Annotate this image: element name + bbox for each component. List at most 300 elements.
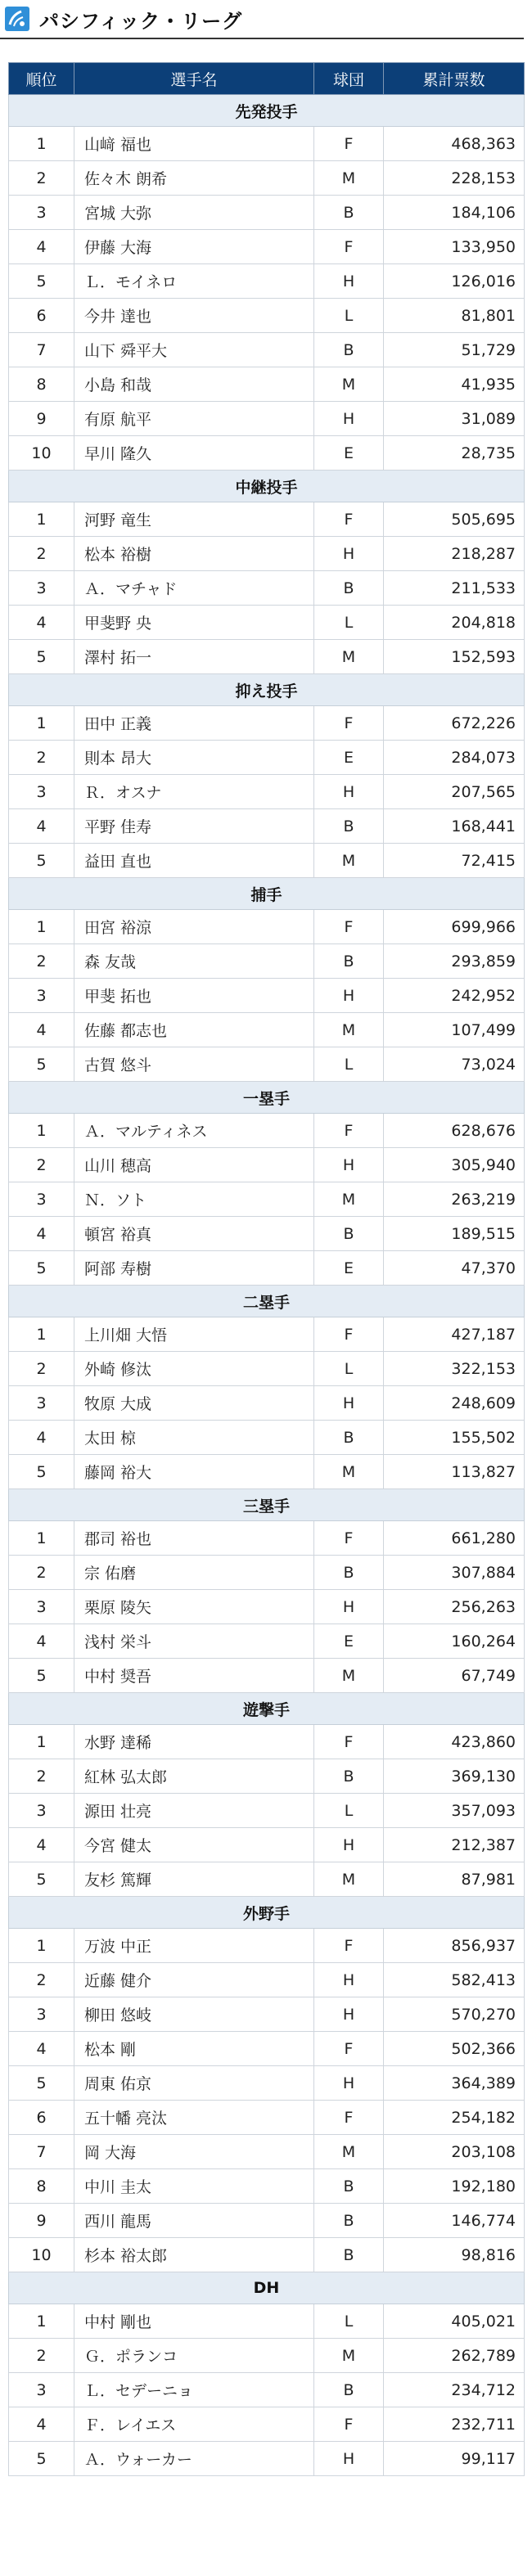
rank-cell: 2 bbox=[9, 944, 74, 979]
player-name-cell: 河野 竜生 bbox=[74, 502, 314, 537]
table-row bbox=[9, 367, 525, 402]
player-name-cell: 甲斐 拓也 bbox=[74, 979, 314, 1013]
rank-cell: 8 bbox=[9, 2169, 74, 2204]
votes-cell: 203,108 bbox=[384, 2135, 525, 2169]
section-row bbox=[9, 1489, 525, 1521]
player-name-cell: 小島 和哉 bbox=[74, 367, 314, 402]
rank-cell: 6 bbox=[9, 2101, 74, 2135]
votes-cell: 81,801 bbox=[384, 299, 525, 333]
table-row bbox=[9, 196, 525, 230]
team-cell: B bbox=[314, 1421, 384, 1455]
player-name-cell: 紅林 弘太郎 bbox=[74, 1759, 314, 1794]
votes-cell: 212,387 bbox=[384, 1828, 525, 1862]
rank-cell: 3 bbox=[9, 1386, 74, 1421]
table-row bbox=[9, 299, 525, 333]
team-cell: M bbox=[314, 1862, 384, 1897]
section-title: 捕手 bbox=[9, 878, 525, 910]
rank-cell: 4 bbox=[9, 2407, 74, 2442]
rank-cell: 1 bbox=[9, 1521, 74, 1556]
table-row bbox=[9, 1421, 525, 1455]
rank-cell: 5 bbox=[9, 1862, 74, 1897]
player-name-cell: Ａ．マチャド bbox=[74, 571, 314, 606]
player-name-cell: 平野 佳寿 bbox=[74, 809, 314, 844]
player-name-cell: 浅村 栄斗 bbox=[74, 1624, 314, 1659]
table-row bbox=[9, 127, 525, 161]
table-row bbox=[9, 502, 525, 537]
team-cell: B bbox=[314, 333, 384, 367]
votes-cell: 254,182 bbox=[384, 2101, 525, 2135]
team-cell: L bbox=[314, 299, 384, 333]
player-name-cell: 澤村 拓一 bbox=[74, 640, 314, 674]
rank-cell: 9 bbox=[9, 2204, 74, 2238]
table-row bbox=[9, 910, 525, 944]
player-name-cell: 近藤 健介 bbox=[74, 1963, 314, 1997]
team-cell: M bbox=[314, 2135, 384, 2169]
votes-cell: 28,735 bbox=[384, 436, 525, 471]
team-cell: B bbox=[314, 571, 384, 606]
team-cell: B bbox=[314, 809, 384, 844]
votes-cell: 582,413 bbox=[384, 1963, 525, 1997]
votes-cell: 51,729 bbox=[384, 333, 525, 367]
team-cell: H bbox=[314, 775, 384, 809]
votes-cell: 234,712 bbox=[384, 2373, 525, 2407]
player-name-cell: 郡司 裕也 bbox=[74, 1521, 314, 1556]
player-name-cell: 藤岡 裕大 bbox=[74, 1455, 314, 1489]
rank-cell: 10 bbox=[9, 2238, 74, 2272]
team-cell: H bbox=[314, 1148, 384, 1182]
team-cell: H bbox=[314, 402, 384, 436]
table-row bbox=[9, 1828, 525, 1862]
votes-cell: 41,935 bbox=[384, 367, 525, 402]
votes-cell: 99,117 bbox=[384, 2442, 525, 2476]
section-row bbox=[9, 471, 525, 502]
section-title: 抑え投手 bbox=[9, 674, 525, 706]
rank-cell: 1 bbox=[9, 1114, 74, 1148]
player-name-cell: 古賀 悠斗 bbox=[74, 1047, 314, 1082]
table-row bbox=[9, 1725, 525, 1759]
player-name-cell: 中川 圭太 bbox=[74, 2169, 314, 2204]
player-name-cell: Ｎ．ソト bbox=[74, 1182, 314, 1217]
votes-cell: 322,153 bbox=[384, 1352, 525, 1386]
rank-cell: 4 bbox=[9, 809, 74, 844]
player-name-cell: 宗 佑磨 bbox=[74, 1556, 314, 1590]
table-row bbox=[9, 1182, 525, 1217]
table-row bbox=[9, 1624, 525, 1659]
table-row bbox=[9, 2442, 525, 2476]
player-name-cell: 牧原 大成 bbox=[74, 1386, 314, 1421]
team-cell: H bbox=[314, 1828, 384, 1862]
team-cell: M bbox=[314, 844, 384, 878]
votes-cell: 133,950 bbox=[384, 230, 525, 264]
rank-cell: 2 bbox=[9, 1352, 74, 1386]
player-name-cell: Ａ．ウォーカー bbox=[74, 2442, 314, 2476]
team-cell: M bbox=[314, 1013, 384, 1047]
rank-cell: 10 bbox=[9, 436, 74, 471]
player-name-cell: 柳田 悠岐 bbox=[74, 1997, 314, 2032]
column-header-team: 球団 bbox=[314, 63, 384, 95]
rank-cell: 5 bbox=[9, 1455, 74, 1489]
table-row bbox=[9, 1317, 525, 1352]
rank-cell: 2 bbox=[9, 2339, 74, 2373]
team-cell: B bbox=[314, 1759, 384, 1794]
player-name-cell: 阿部 寿樹 bbox=[74, 1251, 314, 1286]
rank-cell: 7 bbox=[9, 2135, 74, 2169]
player-name-cell: 今井 達也 bbox=[74, 299, 314, 333]
team-cell: F bbox=[314, 1317, 384, 1352]
table-row bbox=[9, 2032, 525, 2066]
player-name-cell: 栗原 陵矢 bbox=[74, 1590, 314, 1624]
votes-cell: 228,153 bbox=[384, 161, 525, 196]
votes-cell: 307,884 bbox=[384, 1556, 525, 1590]
player-name-cell: 有原 航平 bbox=[74, 402, 314, 436]
team-cell: F bbox=[314, 1114, 384, 1148]
player-name-cell: 中村 奨吾 bbox=[74, 1659, 314, 1693]
team-cell: F bbox=[314, 1929, 384, 1963]
rank-cell: 2 bbox=[9, 741, 74, 775]
baseball-logo-icon bbox=[5, 7, 29, 31]
votes-cell: 305,940 bbox=[384, 1148, 525, 1182]
rank-cell: 5 bbox=[9, 264, 74, 299]
votes-cell: 248,609 bbox=[384, 1386, 525, 1421]
table-row bbox=[9, 1047, 525, 1082]
votes-cell: 256,263 bbox=[384, 1590, 525, 1624]
rank-cell: 1 bbox=[9, 1725, 74, 1759]
table-row bbox=[9, 1556, 525, 1590]
table-row bbox=[9, 1759, 525, 1794]
team-cell: B bbox=[314, 2238, 384, 2272]
team-cell: F bbox=[314, 230, 384, 264]
player-name-cell: 上川畑 大悟 bbox=[74, 1317, 314, 1352]
player-name-cell: 頓宮 裕真 bbox=[74, 1217, 314, 1251]
table-row bbox=[9, 1251, 525, 1286]
rank-cell: 3 bbox=[9, 775, 74, 809]
rank-cell: 4 bbox=[9, 606, 74, 640]
section-row bbox=[9, 2272, 525, 2304]
table-row bbox=[9, 2169, 525, 2204]
player-name-cell: Ｇ．ポランコ bbox=[74, 2339, 314, 2373]
votes-cell: 427,187 bbox=[384, 1317, 525, 1352]
player-name-cell: 岡 大海 bbox=[74, 2135, 314, 2169]
table-row bbox=[9, 1013, 525, 1047]
table-row bbox=[9, 1352, 525, 1386]
player-name-cell: 佐藤 都志也 bbox=[74, 1013, 314, 1047]
rank-cell: 3 bbox=[9, 1997, 74, 2032]
team-cell: M bbox=[314, 367, 384, 402]
section-row bbox=[9, 1286, 525, 1317]
table-row bbox=[9, 402, 525, 436]
table-row bbox=[9, 2066, 525, 2101]
table-row bbox=[9, 264, 525, 299]
table-row bbox=[9, 230, 525, 264]
team-cell: L bbox=[314, 606, 384, 640]
votes-cell: 152,593 bbox=[384, 640, 525, 674]
player-name-cell: 源田 壮亮 bbox=[74, 1794, 314, 1828]
table-row bbox=[9, 741, 525, 775]
rank-cell: 4 bbox=[9, 1421, 74, 1455]
rank-cell: 4 bbox=[9, 1217, 74, 1251]
team-cell: B bbox=[314, 2204, 384, 2238]
section-title: 遊撃手 bbox=[9, 1693, 525, 1725]
team-cell: B bbox=[314, 196, 384, 230]
votes-cell: 87,981 bbox=[384, 1862, 525, 1897]
player-name-cell: 杉本 裕太郎 bbox=[74, 2238, 314, 2272]
rank-cell: 4 bbox=[9, 2032, 74, 2066]
vote-table bbox=[8, 62, 525, 2476]
votes-cell: 856,937 bbox=[384, 1929, 525, 1963]
rank-cell: 1 bbox=[9, 2304, 74, 2339]
rank-cell: 2 bbox=[9, 537, 74, 571]
player-name-cell: 佐々木 朗希 bbox=[74, 161, 314, 196]
table-row bbox=[9, 775, 525, 809]
table-row bbox=[9, 1862, 525, 1897]
table-row bbox=[9, 1794, 525, 1828]
rank-cell: 3 bbox=[9, 1794, 74, 1828]
rank-cell: 3 bbox=[9, 979, 74, 1013]
player-name-cell: 西川 龍馬 bbox=[74, 2204, 314, 2238]
player-name-cell: Ｌ．セデーニョ bbox=[74, 2373, 314, 2407]
player-name-cell: 五十幡 亮汰 bbox=[74, 2101, 314, 2135]
team-cell: M bbox=[314, 1182, 384, 1217]
votes-cell: 126,016 bbox=[384, 264, 525, 299]
section-row bbox=[9, 95, 525, 127]
rank-cell: 5 bbox=[9, 1251, 74, 1286]
table-row bbox=[9, 944, 525, 979]
vote-table-container bbox=[8, 62, 524, 2476]
votes-cell: 570,270 bbox=[384, 1997, 525, 2032]
player-name-cell: 水野 達稀 bbox=[74, 1725, 314, 1759]
votes-cell: 364,389 bbox=[384, 2066, 525, 2101]
rank-cell: 4 bbox=[9, 1624, 74, 1659]
table-row bbox=[9, 537, 525, 571]
team-cell: F bbox=[314, 127, 384, 161]
votes-cell: 160,264 bbox=[384, 1624, 525, 1659]
rank-cell: 2 bbox=[9, 1963, 74, 1997]
votes-cell: 67,749 bbox=[384, 1659, 525, 1693]
rank-cell: 3 bbox=[9, 196, 74, 230]
page-title: パシフィック・リーグ bbox=[39, 9, 243, 33]
team-cell: L bbox=[314, 2304, 384, 2339]
rank-cell: 3 bbox=[9, 2373, 74, 2407]
rank-cell: 1 bbox=[9, 706, 74, 741]
votes-cell: 468,363 bbox=[384, 127, 525, 161]
player-name-cell: 松本 剛 bbox=[74, 2032, 314, 2066]
table-row bbox=[9, 571, 525, 606]
team-cell: F bbox=[314, 2101, 384, 2135]
votes-cell: 405,021 bbox=[384, 2304, 525, 2339]
player-name-cell: 中村 剛也 bbox=[74, 2304, 314, 2339]
player-name-cell: 宮城 大弥 bbox=[74, 196, 314, 230]
page-header bbox=[0, 0, 524, 39]
team-cell: L bbox=[314, 1352, 384, 1386]
votes-cell: 369,130 bbox=[384, 1759, 525, 1794]
votes-cell: 47,370 bbox=[384, 1251, 525, 1286]
rank-cell: 4 bbox=[9, 1013, 74, 1047]
team-cell: L bbox=[314, 1794, 384, 1828]
table-row bbox=[9, 640, 525, 674]
votes-cell: 98,816 bbox=[384, 2238, 525, 2272]
section-title: 先発投手 bbox=[9, 95, 525, 127]
table-row bbox=[9, 1217, 525, 1251]
table-row bbox=[9, 2204, 525, 2238]
votes-cell: 699,966 bbox=[384, 910, 525, 944]
votes-cell: 204,818 bbox=[384, 606, 525, 640]
votes-cell: 242,952 bbox=[384, 979, 525, 1013]
rank-cell: 5 bbox=[9, 1047, 74, 1082]
votes-cell: 218,287 bbox=[384, 537, 525, 571]
rank-cell: 1 bbox=[9, 910, 74, 944]
table-row bbox=[9, 2373, 525, 2407]
votes-cell: 505,695 bbox=[384, 502, 525, 537]
table-row bbox=[9, 844, 525, 878]
table-row bbox=[9, 809, 525, 844]
team-cell: B bbox=[314, 2373, 384, 2407]
rank-cell: 5 bbox=[9, 640, 74, 674]
rank-cell: 1 bbox=[9, 1317, 74, 1352]
player-name-cell: 万波 中正 bbox=[74, 1929, 314, 1963]
table-row bbox=[9, 2101, 525, 2135]
table-row bbox=[9, 1148, 525, 1182]
player-name-cell: 伊藤 大海 bbox=[74, 230, 314, 264]
player-name-cell: 松本 裕樹 bbox=[74, 537, 314, 571]
section-row bbox=[9, 1693, 525, 1725]
table-row bbox=[9, 161, 525, 196]
table-row bbox=[9, 1997, 525, 2032]
votes-cell: 357,093 bbox=[384, 1794, 525, 1828]
team-cell: M bbox=[314, 1659, 384, 1693]
rank-cell: 5 bbox=[9, 844, 74, 878]
player-name-cell: 森 友哉 bbox=[74, 944, 314, 979]
rank-cell: 1 bbox=[9, 127, 74, 161]
votes-cell: 628,676 bbox=[384, 1114, 525, 1148]
votes-cell: 672,226 bbox=[384, 706, 525, 741]
table-row bbox=[9, 1590, 525, 1624]
rank-cell: 2 bbox=[9, 1556, 74, 1590]
team-cell: H bbox=[314, 2442, 384, 2476]
votes-cell: 263,219 bbox=[384, 1182, 525, 1217]
rank-cell: 2 bbox=[9, 1148, 74, 1182]
player-name-cell: Ａ．マルティネス bbox=[74, 1114, 314, 1148]
table-row bbox=[9, 2135, 525, 2169]
player-name-cell: 周東 佑京 bbox=[74, 2066, 314, 2101]
team-cell: F bbox=[314, 1521, 384, 1556]
votes-cell: 146,774 bbox=[384, 2204, 525, 2238]
team-cell: H bbox=[314, 979, 384, 1013]
player-name-cell: 山下 舜平大 bbox=[74, 333, 314, 367]
section-row bbox=[9, 1082, 525, 1114]
team-cell: M bbox=[314, 1455, 384, 1489]
votes-cell: 262,789 bbox=[384, 2339, 525, 2373]
player-name-cell: 田中 正義 bbox=[74, 706, 314, 741]
rank-cell: 9 bbox=[9, 402, 74, 436]
table-row bbox=[9, 1963, 525, 1997]
team-cell: B bbox=[314, 944, 384, 979]
votes-cell: 232,711 bbox=[384, 2407, 525, 2442]
table-row bbox=[9, 1659, 525, 1693]
player-name-cell: 太田 椋 bbox=[74, 1421, 314, 1455]
player-name-cell: 山川 穂高 bbox=[74, 1148, 314, 1182]
table-row bbox=[9, 1455, 525, 1489]
rank-cell: 1 bbox=[9, 1929, 74, 1963]
column-header-votes: 累計票数 bbox=[384, 63, 525, 95]
rank-cell: 3 bbox=[9, 571, 74, 606]
player-name-cell: 友杉 篤輝 bbox=[74, 1862, 314, 1897]
team-cell: E bbox=[314, 436, 384, 471]
team-cell: F bbox=[314, 1725, 384, 1759]
rank-cell: 3 bbox=[9, 1590, 74, 1624]
team-cell: F bbox=[314, 706, 384, 741]
table-row bbox=[9, 2339, 525, 2373]
rank-cell: 7 bbox=[9, 333, 74, 367]
votes-cell: 211,533 bbox=[384, 571, 525, 606]
table-row bbox=[9, 706, 525, 741]
team-cell: E bbox=[314, 1251, 384, 1286]
team-cell: F bbox=[314, 2407, 384, 2442]
table-body bbox=[9, 95, 525, 2476]
table-row bbox=[9, 1929, 525, 1963]
team-cell: M bbox=[314, 640, 384, 674]
votes-cell: 184,106 bbox=[384, 196, 525, 230]
section-row bbox=[9, 878, 525, 910]
section-title: 二塁手 bbox=[9, 1286, 525, 1317]
votes-cell: 284,073 bbox=[384, 741, 525, 775]
rank-cell: 5 bbox=[9, 2442, 74, 2476]
section-title: 中継投手 bbox=[9, 471, 525, 502]
team-cell: B bbox=[314, 1556, 384, 1590]
rank-cell: 4 bbox=[9, 230, 74, 264]
team-cell: H bbox=[314, 1997, 384, 2032]
rank-cell: 1 bbox=[9, 502, 74, 537]
table-row bbox=[9, 1521, 525, 1556]
votes-cell: 73,024 bbox=[384, 1047, 525, 1082]
table-row bbox=[9, 606, 525, 640]
votes-cell: 661,280 bbox=[384, 1521, 525, 1556]
rank-cell: 5 bbox=[9, 2066, 74, 2101]
rank-cell: 2 bbox=[9, 1759, 74, 1794]
table-row bbox=[9, 2407, 525, 2442]
section-title: 外野手 bbox=[9, 1897, 525, 1929]
team-cell: H bbox=[314, 1590, 384, 1624]
team-cell: H bbox=[314, 2066, 384, 2101]
team-cell: M bbox=[314, 2339, 384, 2373]
votes-cell: 168,441 bbox=[384, 809, 525, 844]
votes-cell: 502,366 bbox=[384, 2032, 525, 2066]
player-name-cell: 田宮 裕涼 bbox=[74, 910, 314, 944]
rank-cell: 5 bbox=[9, 1659, 74, 1693]
team-cell: B bbox=[314, 1217, 384, 1251]
votes-cell: 189,515 bbox=[384, 1217, 525, 1251]
table-row bbox=[9, 436, 525, 471]
column-header-rank: 順位 bbox=[9, 63, 74, 95]
player-name-cell: 益田 直也 bbox=[74, 844, 314, 878]
team-cell: E bbox=[314, 741, 384, 775]
votes-cell: 423,860 bbox=[384, 1725, 525, 1759]
section-title: 三塁手 bbox=[9, 1489, 525, 1521]
rank-cell: 8 bbox=[9, 367, 74, 402]
votes-cell: 293,859 bbox=[384, 944, 525, 979]
player-name-cell: 外崎 修汰 bbox=[74, 1352, 314, 1386]
votes-cell: 155,502 bbox=[384, 1421, 525, 1455]
votes-cell: 31,089 bbox=[384, 402, 525, 436]
team-cell: M bbox=[314, 161, 384, 196]
column-header-player: 選手名 bbox=[74, 63, 314, 95]
votes-cell: 113,827 bbox=[384, 1455, 525, 1489]
player-name-cell: 早川 隆久 bbox=[74, 436, 314, 471]
votes-cell: 107,499 bbox=[384, 1013, 525, 1047]
team-cell: H bbox=[314, 264, 384, 299]
table-row bbox=[9, 2238, 525, 2272]
team-cell: E bbox=[314, 1624, 384, 1659]
team-cell: F bbox=[314, 502, 384, 537]
